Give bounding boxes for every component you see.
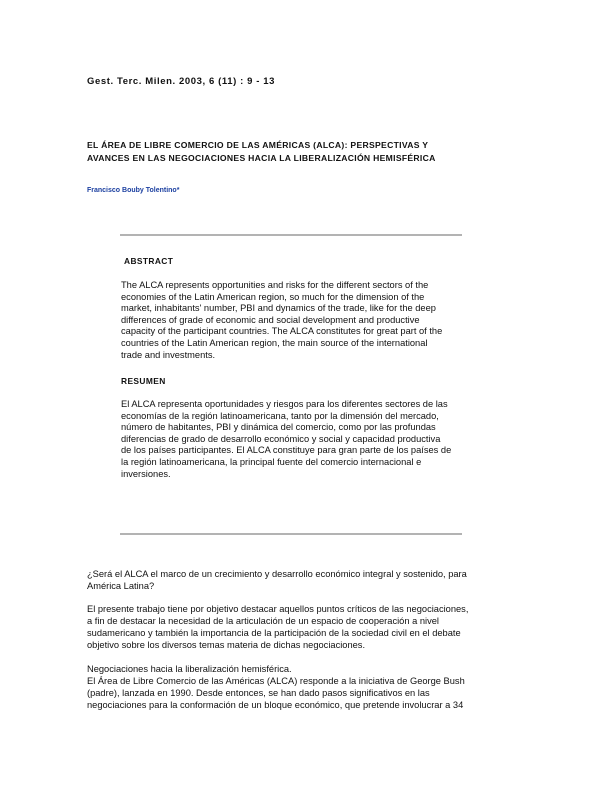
text-line: negociaciones para la conformación de un bloque económico, que pretende involucrar a 34 — [87, 700, 464, 710]
abstract-section — [121, 256, 521, 361]
text-line: objetivo sobre los diversos temas materia de dichas negociaciones. — [87, 640, 366, 650]
text-line: The ALCA represents opportunities and risks for the different sectors of the — [121, 280, 429, 290]
text-line: economies of the Latin American region, so much for the dimension of the — [121, 291, 425, 302]
research-question — [87, 568, 557, 592]
text-line: differences of grade of economic and social development and productive — [121, 314, 420, 325]
text-line: diferencias de grado de desarrollo económico y social y capacidad productiva — [121, 433, 441, 444]
text-line: economías de la región latinoamericana, tanto por la dimensión del mercado, — [121, 410, 439, 421]
text-line: sudamericano y también la importancia de la participación de la sociedad civil en el debate — [87, 628, 461, 638]
text-line: (padre), lanzada en 1990. Desde entonces, se han dado pasos significativos en las — [87, 688, 430, 698]
text-line: inversiones. — [121, 468, 171, 479]
text-line: El Área de Libre Comercio de las Américas (ALCA) responde a la iniciativa de George Bush — [87, 676, 465, 686]
text-line: trade and investments. — [121, 349, 216, 360]
text-line: ¿Será el ALCA el marco de un crecimiento y desarrollo económico integral y sostenido, para — [87, 569, 467, 579]
text-line: market, inhabitants' number, PBI and dynamics of the trade, like for the deep — [121, 303, 436, 314]
title-line: EL ÁREA DE LIBRE COMERCIO DE LAS AMÉRICAS (ALCA): PERSPECTIVAS Y — [87, 140, 429, 150]
resumen-section — [121, 376, 521, 480]
section-heading: Negociaciones hacia la liberalización hemisférica. — [87, 664, 292, 674]
author-name[interactable]: Francisco Bouby Tolentino* — [87, 187, 180, 194]
resumen-text — [121, 399, 521, 480]
title-line: AVANCES EN LAS NEGOCIACIONES HACIA LA LIBERALIZACIÓN HEMISFÉRICA — [87, 153, 436, 163]
text-line: América Latina? — [87, 581, 155, 591]
text-line: número de habitantes, PBI y dinámica del comercio, como por las profundas — [121, 422, 436, 433]
text-line: El presente trabajo tiene por objetivo destacar aquellos puntos críticos de las negociaciones, — [87, 604, 469, 614]
article-title — [87, 139, 557, 165]
section-paragraph — [87, 663, 557, 711]
resumen-heading: RESUMEN — [121, 376, 166, 386]
abstract-heading: ABSTRACT — [124, 256, 174, 266]
top-divider — [120, 234, 462, 236]
objective-paragraph — [87, 603, 557, 651]
text-line: de los países participantes. El ALCA constituye para gran parte de los países de — [121, 445, 452, 456]
text-line: la región latinoamericana, la principal fuente del comercio internacional e — [121, 456, 422, 467]
abstract-text — [121, 280, 521, 361]
text-line: El ALCA representa oportunidades y riesgos para los diferentes sectores de las — [121, 399, 448, 409]
text-line: capacity of the participant countries. The ALCA constitutes for great part of the — [121, 326, 443, 337]
journal-citation: Gest. Terc. Milen. 2003, 6 (11) : 9 - 13 — [87, 76, 276, 87]
text-line: countries of the Latin American region, the main source of the international — [121, 337, 428, 348]
bottom-divider — [120, 533, 462, 535]
text-line: a fin de destacar la necesidad de la articulación de un espacio de cooperación a nivel — [87, 616, 439, 626]
